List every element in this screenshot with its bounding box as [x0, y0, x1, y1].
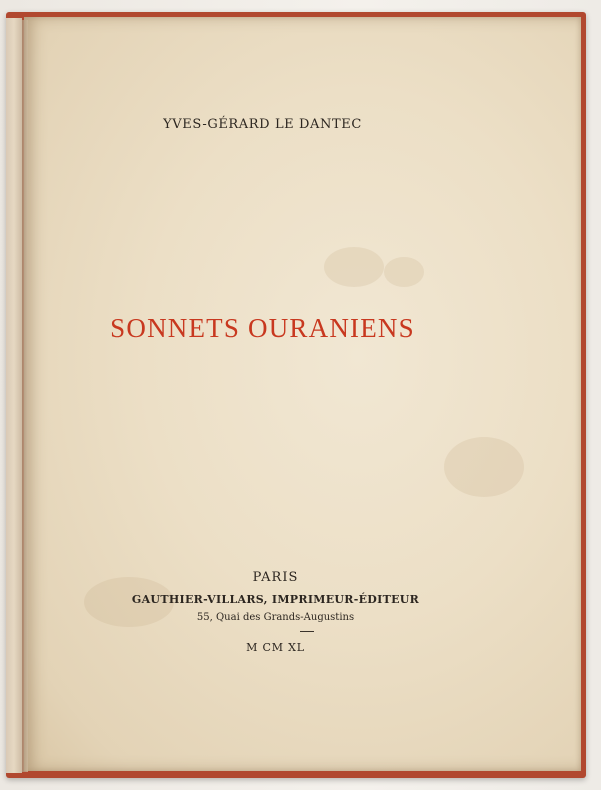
- book-title: SONNETS OURANIENS: [110, 313, 415, 343]
- imprint-city: PARIS: [252, 570, 299, 585]
- paper-stain: [444, 437, 524, 497]
- imprint-year: M CM XL: [246, 641, 305, 654]
- paper-stain: [384, 257, 424, 287]
- imprint-address: 55, Quai des Grands-Augustins: [196, 612, 355, 623]
- imprint-divider: [300, 631, 314, 632]
- page-gutter-shadow: [22, 20, 28, 772]
- imprint-publisher: GAUTHIER-VILLARS, IMPRIMEUR-ÉDITEUR: [131, 593, 420, 606]
- title-page: [24, 17, 581, 771]
- author-name: YVES-GÉRARD LE DANTEC: [163, 117, 362, 132]
- paper-stain: [324, 247, 384, 287]
